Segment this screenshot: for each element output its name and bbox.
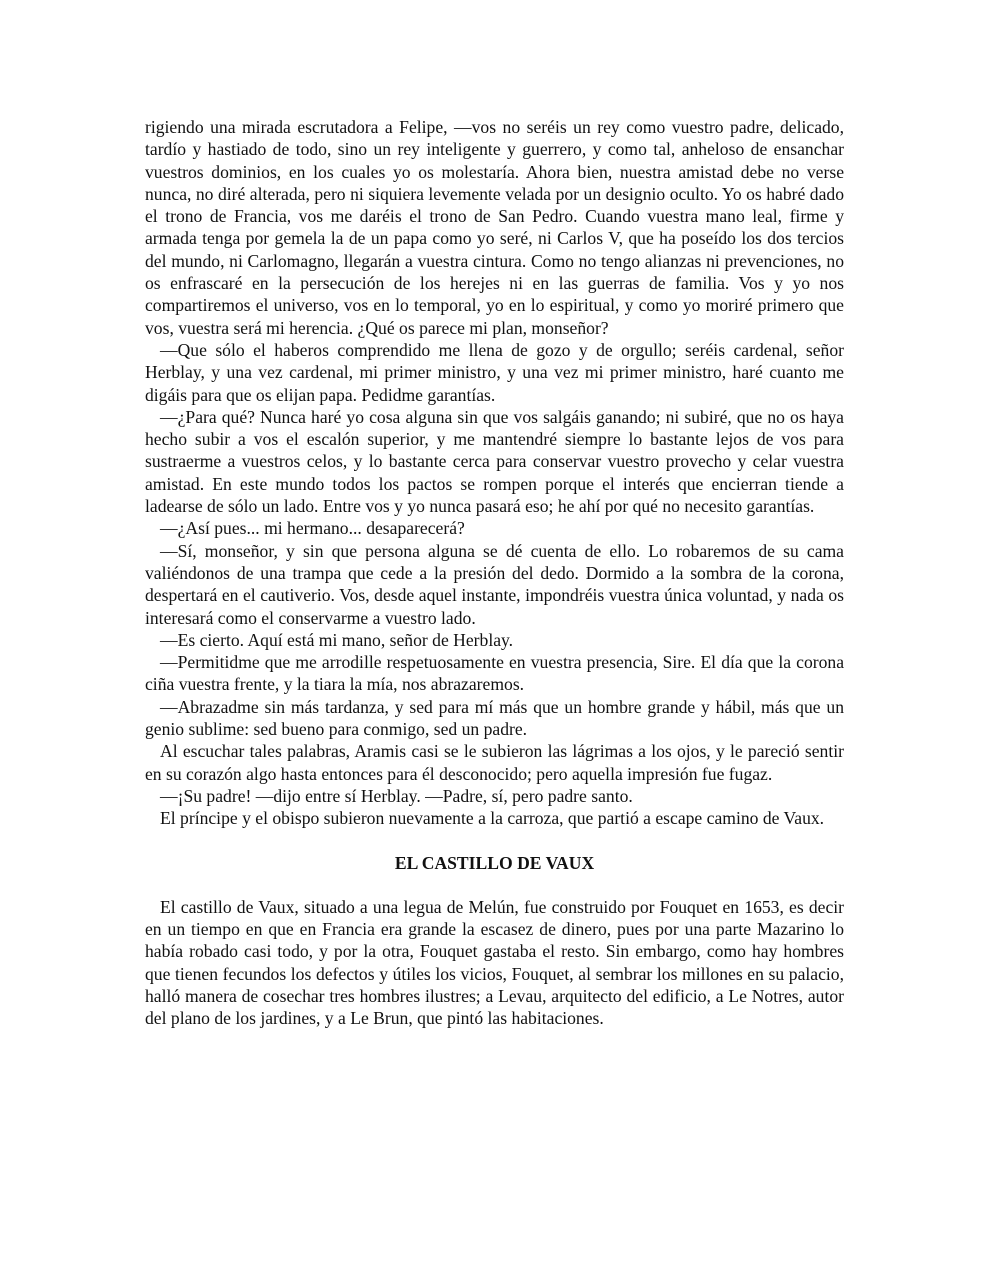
- paragraph-12: El castillo de Vaux, situado a una legua de Melún, fue construido por Fouquet en 1653, es decir en un tiempo en que en Francia era grande la escasez de dinero, pues por una parte Mazarino lo había robado casi todo, y por la otra, Fouquet gastaba el resto. Sin embargo, como hay hombres que tienen fecundos los defectos y útiles los vicios, Fouquet, al sembrar los millones en su palacio, halló manera de cosechar tres hombres ilustres; a Levau, arquitecto del edificio, a Le Notres, autor del plano de los jardines, y a Le Brun, que pintó las habitaciones.: [145, 896, 844, 1029]
- paragraph-5: —Sí, monseñor, y sin que persona alguna se dé cuenta de ello. Lo robaremos de su cama valiéndonos de una trampa que cede a la presión del dedo. Dormido a la sombra de la corona, despertará en el cautiverio. Vos, desde aquel instante, impondréis vuestra única voluntad, y nada os interesará como el conservarme a vuestro lado.: [145, 540, 844, 628]
- paragraph-6: —Es cierto. Aquí está mi mano, señor de Herblay.: [160, 629, 514, 650]
- paragraph-9: Al escuchar tales palabras, Aramis casi se le subieron las lágrimas a los ojos, y le pareció sentir en su corazón algo hasta entonces para él desconocido; pero aquella impresión fue fugaz.: [145, 741, 844, 784]
- paragraph-3: —¿Para qué? Nunca haré yo cosa alguna sin que vos salgáis ganando; ni subiré, que no os haya hecho subir a vos el escalón superior, y me mantendré siempre lo bastante lejos de vos para sustraerme a vuestros celos, y lo bastante cerca para conservar vuestro provecho y celar vuestra amistad. En este mundo todos los pactos se rompen porque el interés que encierran tiende a ladearse de sólo un lado. Entre vos y yo nunca pasará eso; he ahí por qué no necesito garantías.: [145, 406, 844, 517]
- paragraph-7: —Permitidme que me arrodille respetuosamente en vuestra presencia, Sire. El día que la corona ciña vuestra frente, y la tiara la mía, nos abrazaremos.: [145, 652, 844, 695]
- chapter-title: EL CASTILLO DE VAUX: [394, 852, 595, 873]
- paragraph-10: —¡Su padre! —dijo entre sí Herblay. —Padre, sí, pero padre santo.: [160, 785, 633, 806]
- paragraph-11: El príncipe y el obispo subieron nuevamente a la carroza, que partió a escape camino de Vaux.: [160, 808, 825, 829]
- paragraph-2: —Que sólo el haberos comprendido me llena de gozo y de orgullo; seréis cardenal, señor Herblay, y una vez cardenal, mi primer ministro, y una vez mi primer ministro, haré cuanto me digáis para que os elijan papa. Pedidme garantías.: [145, 339, 844, 405]
- document-page: [145, 116, 844, 1030]
- paragraph-4: —¿Así pues... mi hermano... desaparecerá?: [160, 518, 465, 539]
- paragraph-8: —Abrazadme sin más tardanza, y sed para mí más que un hombre grande y hábil, más que un genio sublime: sed bueno para conmigo, sed un padre.: [145, 696, 844, 740]
- paragraph-1: rigiendo una mirada escrutadora a Felipe, —vos no seréis un rey como vuestro padre, delicado, tardío y hastiado de todo, sino un rey inteligente y guerrero, y como tal, anheloso de ensanchar vuestros dominios, en los cuales yo os molestaría. Ahora bien, nuestra amistad debe no verse nunca, no diré alterada, pero ni siquiera levemente velada por un designio oculto. Yo os habré dado el trono de Francia, vos me daréis el trono de San Pedro. Cuando vuestra mano leal, firme y armada tenga por gemela la de un papa como yo seré, ni Carlos V, que ha poseído los dos tercios del mundo, ni Carlomagno, llegarán a vuestra cintura. Como no tengo alianzas ni prevenciones, no os enfrascaré en la persecución de los herejes ni en las guerras de familia. Vos y yo nos compartiremos el universo, vos en lo temporal, yo en lo espiritual, y como yo moriré primero que vos, vuestra será mi herencia. ¿Qué os parece mi plan, monseñor?: [145, 117, 844, 338]
